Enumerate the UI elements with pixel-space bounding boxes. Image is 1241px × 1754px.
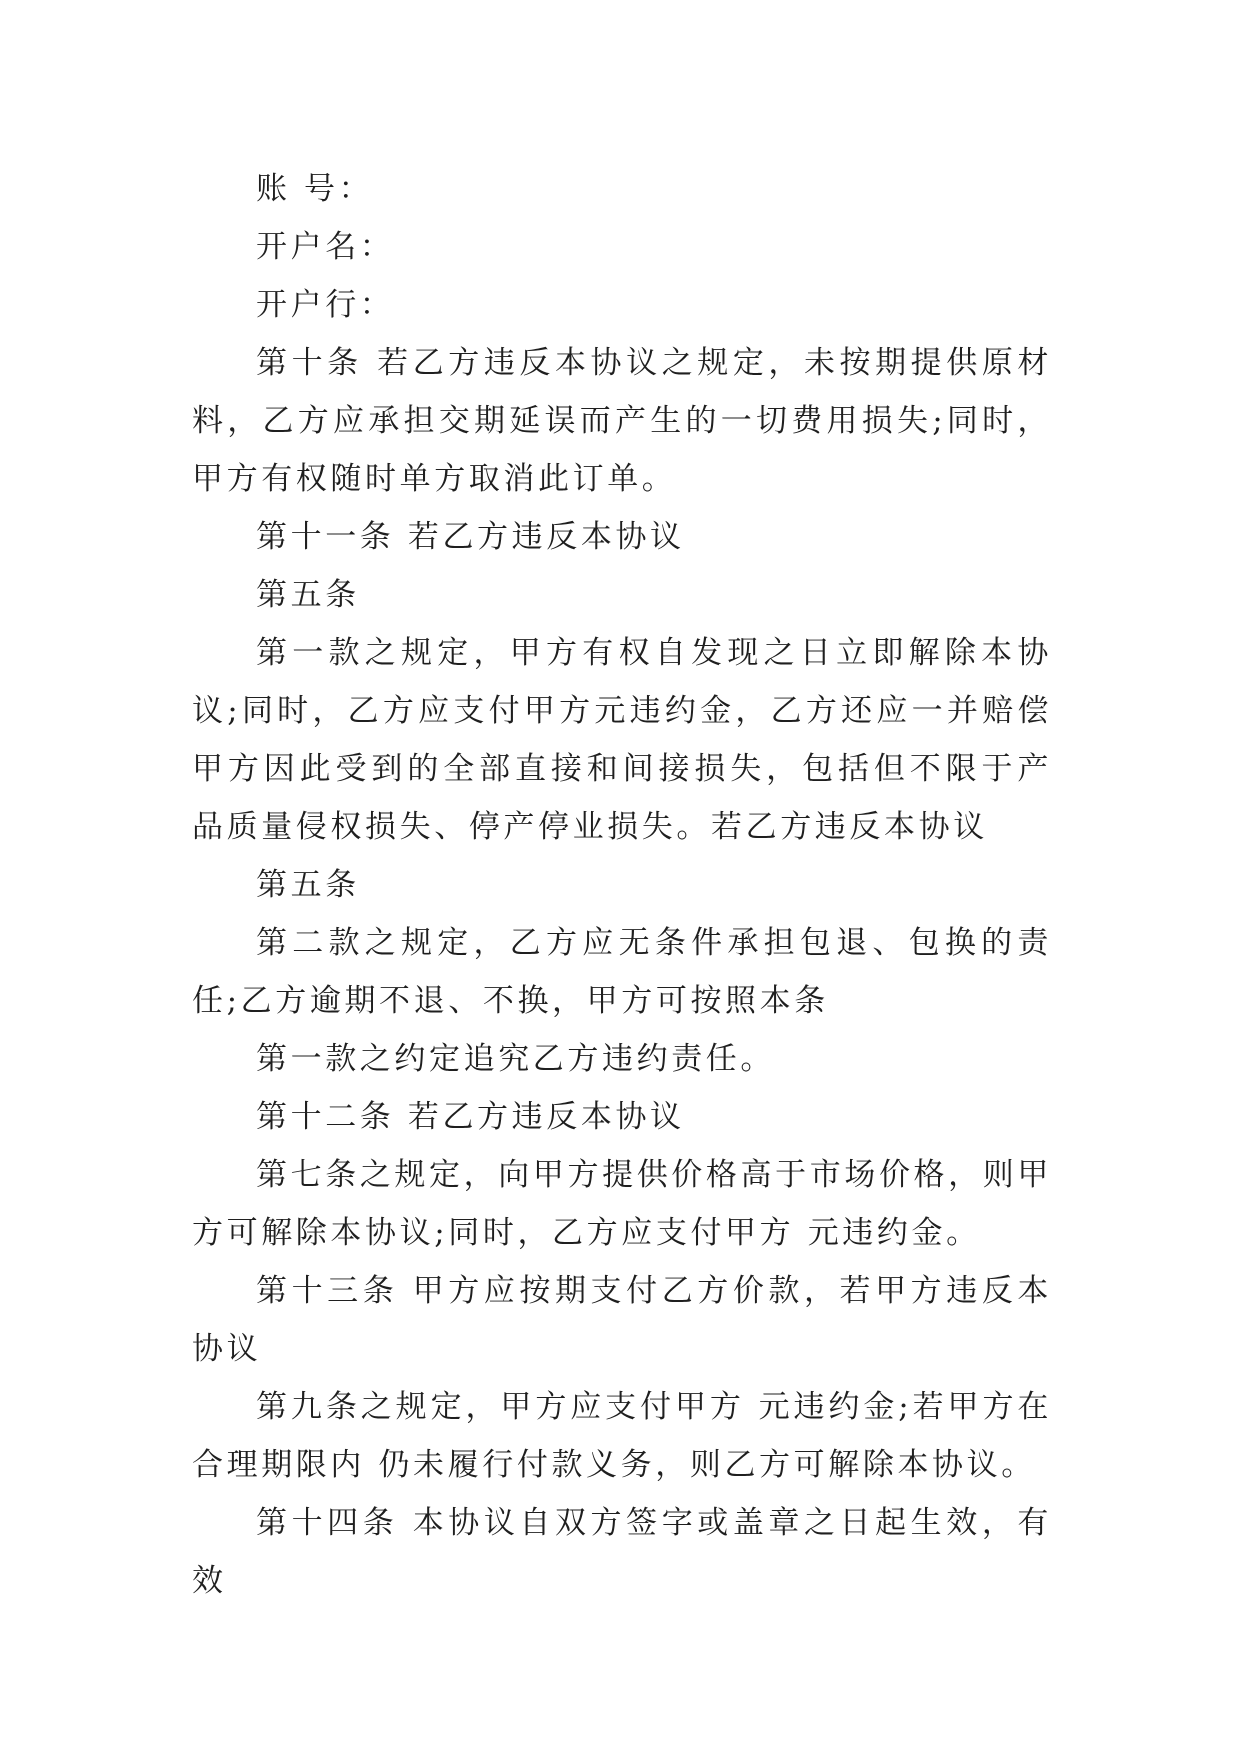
paragraph-article-12: 第十二条 若乙方违反本协议 [256, 1099, 685, 1135]
paragraph-article-13-detail: 第九条之规定，甲方应支付甲方 元违约金;若甲方在合理期限内 仍未履行付款义务，则乙方可解除本协议。 [192, 1389, 1052, 1483]
paragraph-article-13: 第十三条 甲方应按期支付乙方价款，若甲方违反本协议 [192, 1273, 1052, 1367]
paragraph-article-10: 第十条 若乙方违反本协议之规定，未按期提供原材料，乙方应承担交期延误而产生的一切费用损失;同时，甲方有权随时单方取消此订单。 [192, 345, 1052, 497]
paragraph-article-5-ref-a: 第五条 [256, 577, 360, 613]
paragraph-article-11: 第十一条 若乙方违反本协议 [256, 519, 685, 555]
document-body [192, 160, 1052, 1610]
paragraph-account-name: 开户名： [256, 229, 395, 265]
paragraph-article-5-ref-b: 第五条 [256, 867, 360, 903]
paragraph-bank: 开户行： [256, 287, 395, 323]
paragraph-account-number: 账 号： [256, 171, 374, 207]
paragraph-article-11-clause-2: 第二款之规定，乙方应无条件承担包退、包换的责任;乙方逾期不退、不换，甲方可按照本条 [192, 925, 1052, 1019]
paragraph-article-14: 第十四条 本协议自双方签字或盖章之日起生效，有效 [192, 1505, 1052, 1599]
paragraph-article-11-clause-3: 第一款之约定追究乙方违约责任。 [256, 1041, 775, 1077]
paragraph-article-11-clause-1: 第一款之规定，甲方有权自发现之日立即解除本协议;同时，乙方应支付甲方元违约金，乙方还应一并赔偿甲方因此受到的全部直接和间接损失，包括但不限于产品质量侵权损失、停产停业损失。若乙方违反本协议 [192, 635, 1052, 845]
paragraph-article-12-detail: 第七条之规定，向甲方提供价格高于市场价格，则甲方可解除本协议;同时，乙方应支付甲方 元违约金。 [192, 1157, 1052, 1251]
